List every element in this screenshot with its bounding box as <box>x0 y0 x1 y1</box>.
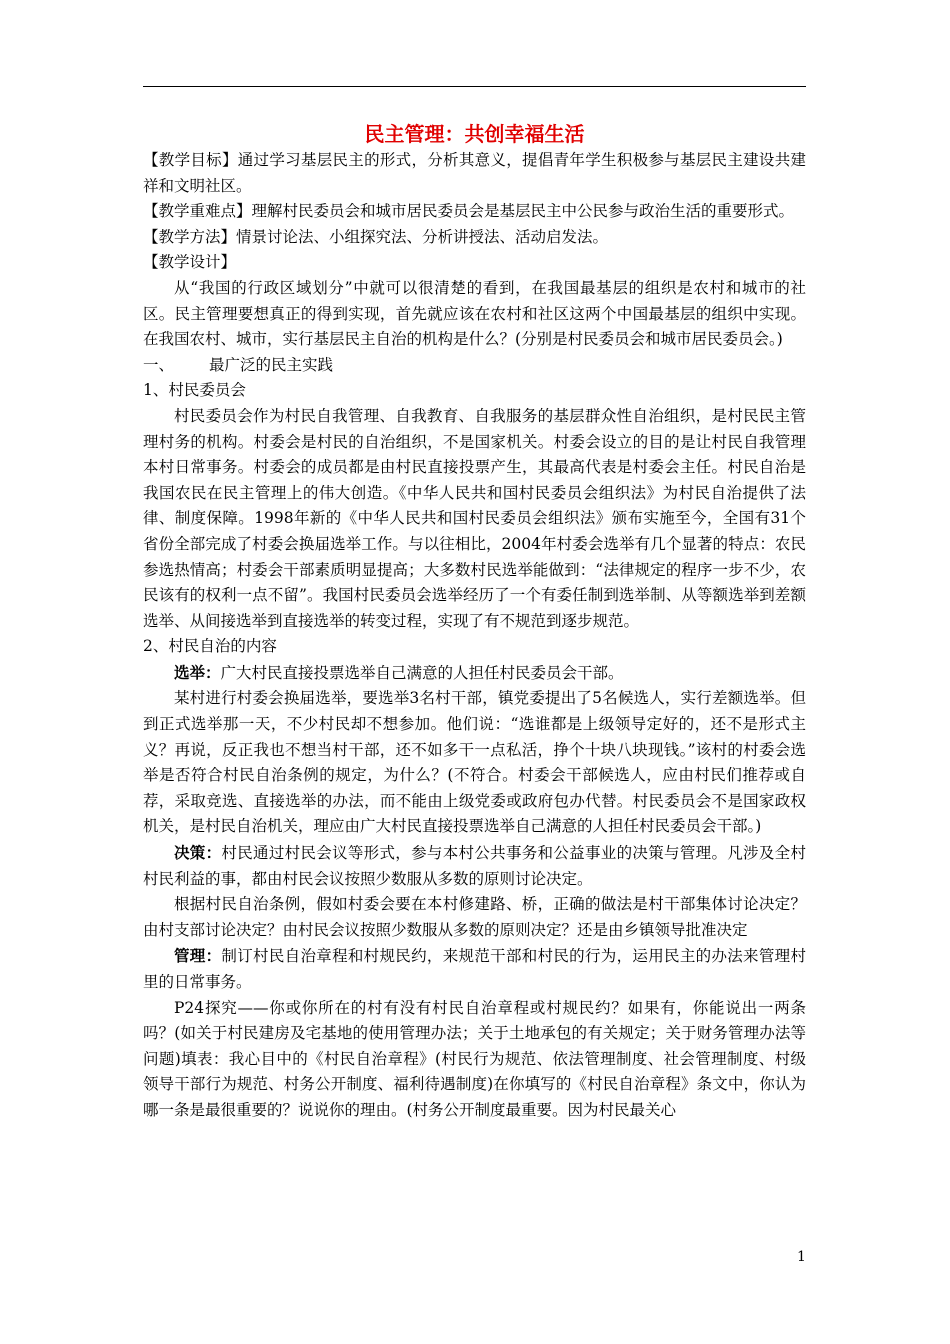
intro-paragraph: 从“我国的行政区域划分”中就可以很清楚的看到，在我国最基层的组织是农村和城市的社区。民主管理要想真正的得到实现，首先就应该在农村和社区这两个中国最基层的组织中实现。在我国农村、城市，实行基层民主自治的机构是什么？(分别是村民委员会和城市居民委员会。) <box>143 278 806 349</box>
section-heading <box>143 353 806 379</box>
design-label: 【教学设计】 <box>143 253 237 272</box>
election-label: 选举： <box>174 662 221 682</box>
subheading-committee: 1、村民委员会 <box>143 381 246 400</box>
decision-paragraph <box>143 840 806 892</box>
committee-paragraph: 村民委员会作为村民自我管理、自我教育、自我服务的基层群众性自治组织，是村民民主管理村务的机构。村委会是村民的自治组织，不是国家机关。村委会设立的目的是让村民自我管理本村日常事务。村委会的成员都是由村民直接投票产生，其最高代表是村委会主任。村民自治是我国农民在民主管理上的伟大创造。《中华人民共和国村民委员会组织法》为村民自治提供了法律、制度保障。1998年新的《中华人民共和国村民委员会组织法》颁布实施至今，全国有31个省份全部完成了村委会换届选举工作。与以往相比，2004年村委会选举有几个显著的特点：农民参选热情高；村委会干部素质明显提高；大多数村民选举能做到：“法律规定的程序一步不少，农民该有的权利一点不留”。我国村民委员会选举经历了一个有委任制到选举制、从等额选举到差额选举、从间接选举到直接选举的转变过程，实现了有不规范到逐步规范。 <box>143 406 806 630</box>
key-points-text: 理解村民委员会和城市居民委员会是基层民主中公民参与政治生活的重要形式。 <box>251 202 795 221</box>
management-paragraph <box>143 943 806 995</box>
objective-paragraph <box>143 148 806 199</box>
design-paragraph <box>143 250 806 276</box>
question-paragraph: 根据村民自治条例，假如村委会要在本村修建路、桥，正确的做法是村干部集体讨论决定？由村支部讨论决定？由村民会议按照少数服从多数的原则决定？还是由乡镇领导批准决定 <box>143 895 806 939</box>
objective-label: 【教学目标】 <box>143 151 238 169</box>
methods-paragraph <box>143 225 806 251</box>
objective-text: 通过学习基层民主的形式，分析其意义，提倡青年学生积极参与基层民主建设共建祥和文明社区。 <box>143 151 806 195</box>
key-points-label: 【教学重难点】 <box>143 202 252 221</box>
subheading-content: 2、村民自治的内容 <box>143 637 277 656</box>
management-text: 制订村民自治章程和村规民约，来规范干部和村民的行为，运用民主的办法来管理村里的日常事务。 <box>143 947 806 991</box>
case-paragraph: 某村进行村委会换届选举，要选举3名村干部，镇党委提出了5名候选人，实行差额选举。但到正式选举那一天，不少村民却不想参加。他们说：“选谁都是上级领导定好的，还不是形式主义？再说，反正我也不想当村干部，还不如多干一点私活，挣个十块八块现钱。”该村的村委会选举是否符合村民自治条例的规定，为什么？(不符合。村委会干部候选人，应由村民们推荐或自荐，采取竞选、直接选举的办法，而不能由上级党委或政府包办代替。村民委员会不是国家政权机关，是村民自治机关，理应由广大村民直接投票选举自己满意的人担任村民委员会干部。) <box>143 689 806 836</box>
section-number: 一、 <box>143 355 175 374</box>
decision-label: 决策： <box>174 843 222 863</box>
decision-text: 村民通过村民会议等形式，参与本村公共事务和公益事业的决策与管理。凡涉及全村村民利益的事，都由村民会议按照少数服从多数的原则讨论决定。 <box>143 844 806 888</box>
election-paragraph <box>143 660 806 687</box>
management-label: 管理： <box>174 946 222 966</box>
explore-paragraph: P24探究——你或你所在的村有没有村民自治章程或村规民约？如果有，你能说出一两条吗？(如关于村民建房及宅基地的使用管理办法；关于土地承包的有关规定；关于财务管理办法等问题)填表：我心目中的《村民自治章程》(村民行为规范、依法管理制度、社会管理制度、村级领导干部行为规范、村务公开制度、福利待遇制度)在你填写的《村民自治章程》条文中，你认为哪一条是最很重要的？说说你的理由。(村务公开制度最重要。因为村民最关心 <box>143 998 806 1119</box>
methods-label: 【教学方法】 <box>143 227 237 246</box>
section-title: 最广泛的民主实践 <box>209 355 334 374</box>
header-rule <box>143 86 806 87</box>
methods-text: 情景讨论法、小组探究法、分析讲授法、活动启发法。 <box>236 227 609 246</box>
document-title: 民主管理：共创幸福生活 <box>364 122 585 146</box>
election-text: 广大村民直接投票选举自己满意的人担任村民委员会干部。 <box>220 663 624 682</box>
page-number: 1 <box>797 1249 806 1265</box>
document-body <box>143 120 806 1124</box>
key-points-paragraph <box>143 199 806 225</box>
